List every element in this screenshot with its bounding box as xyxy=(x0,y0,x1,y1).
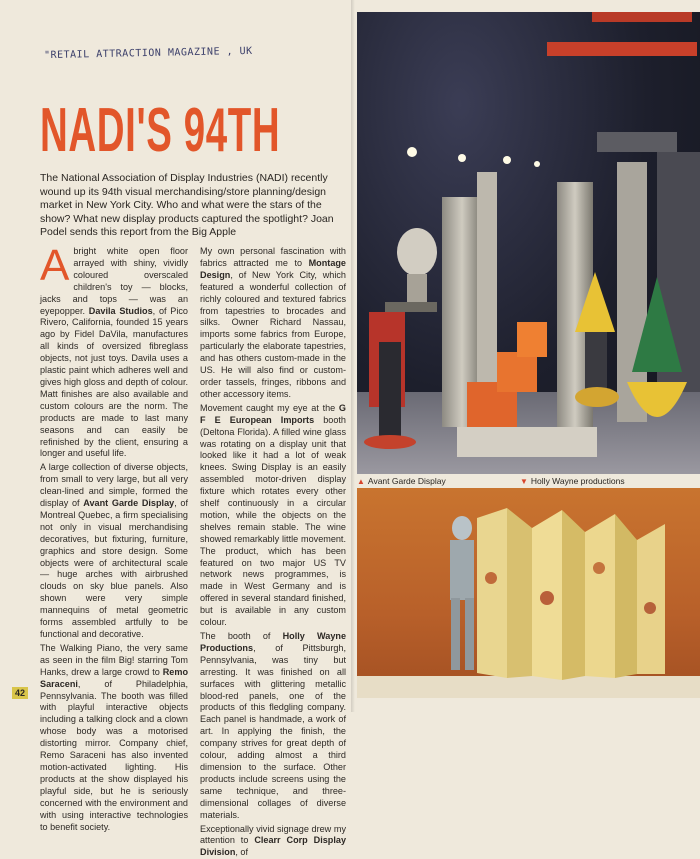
text-run: The booth of xyxy=(200,631,283,641)
photo-holly-wayne-productions xyxy=(357,488,700,698)
paragraph xyxy=(40,246,188,460)
paragraph xyxy=(40,643,188,834)
text-run: A large collection of diverse objects, from small to very large, but all very clean-lined and simple, formed the display of xyxy=(40,462,188,508)
caption-text: Holly Wayne productions xyxy=(531,476,625,486)
triangle-up-icon: ▲ xyxy=(357,477,365,486)
text-run: The Walking Piano, the very same as seen in the film Big! starring Tom Hanks, drew a large crowd to xyxy=(40,643,188,677)
text-run: booth (Deltona Florida). A filled wine glass was rotating on a display unit that looked like it had a lot of weak knees. Swing Display is an easily assembled motor-driven display fixture which rotates every other shelf continuously in a circular motion, while the objects on the shelves remain stable. The wine showed remarkably little movement. The product, which has been featured on two major US TV network news programmes, is made in West Germany and is offered in several standard finished, but is available in any custom colour. xyxy=(200,415,346,627)
text-run: , of New York City, which featured a wonderful collection of richly coloured and textured fabrics from tapestries to brocades and silks. Owner Richard Nassau, imports some fabrics from Europe, particularly the elaborate tapestries, and has others custom-made in the US. He will also find or custom-order tassels, fringes, ribbons and other accessory items. xyxy=(200,270,346,399)
text-run: , of Pico Rivero, California, founded 15 years ago by Fidel DaVila, manufactures all kinds of oversized fibreglass objects, not just toys. Davila uses a plastic paint which adheres well and gives high gloss and depth of colour. Matt finishes are also available and custom colours are the norm. The products are made to last many seasons and can easily be refinished by the client, ensuring a longer and useful life. xyxy=(40,306,188,459)
company-name: G F E European Imports xyxy=(200,403,346,425)
photo-illustration xyxy=(357,12,700,474)
company-name: Avant Garde Display xyxy=(83,498,174,508)
article-title: NADI'S 94TH xyxy=(40,100,280,162)
text-run: Exceptionally vivid signage drew my attention to xyxy=(200,824,346,846)
paragraph xyxy=(200,824,346,859)
triangle-down-icon: ▼ xyxy=(520,477,528,486)
handwritten-note: "RETAIL ATTRACTION MAGAZINE , UK xyxy=(44,46,253,61)
photo-avant-garde-display xyxy=(357,12,700,474)
paragraph xyxy=(40,462,188,641)
company-name: Holly Wayne Productions xyxy=(200,631,346,653)
text-column-1 xyxy=(40,246,188,833)
company-name: Montage Design xyxy=(200,258,346,280)
text-run: Movement caught my eye at the xyxy=(200,403,339,413)
photo-illustration xyxy=(357,488,700,698)
drop-cap: A xyxy=(40,248,69,284)
text-run: , of Pittsburgh, Pennsylvania, was tiny but arresting. It was finished on all surfaces with glittering metallic blood-red panels, one of the products of this fledgling company. Each panel is handmade, a work of art. In applying the finish, the company strives for great depth of colour, adding almost a third dimension to the surface. Other products include screens using the same technique, and three-dimensional collages of diverse materials. xyxy=(200,643,346,820)
article-intro: The National Association of Display Industries (NADI) recently wound up its 94th visual merchandising/store planning/design market in New York City. Who and what were the stars of the show? What new display products captured the spotlight? Joan Podel sends this report from the Big Apple xyxy=(40,172,344,240)
caption-holly-wayne xyxy=(520,476,625,486)
paragraph xyxy=(200,246,346,401)
caption-avant-garde xyxy=(357,476,446,486)
text-run: bright white open floor arrayed with shiny, vividly coloured overscaled children's toy — blocks, jacks and tops — was an eyepopper. xyxy=(40,246,188,316)
text-run: My own personal fascination with fabrics attracted me to xyxy=(200,246,346,268)
page-fold xyxy=(351,0,355,712)
paragraph xyxy=(200,631,346,822)
company-name: Remo Saraceni xyxy=(40,667,188,689)
text-run: , of Montreal Quebec, a firm specialising not only in visual merchandising decoratives, but fixturing, furniture, graphics and store design. Some objects were of architectural scale — huge arches with airbrushed clouds on sky blue panels. Also shown were very simple mannequins of metal geometric forms assembled artfully to be functional and decorative. xyxy=(40,498,188,639)
text-run: , of xyxy=(235,847,248,857)
paragraph xyxy=(200,403,346,629)
text-column-2 xyxy=(200,246,346,859)
company-name: Clearr Corp Display Division xyxy=(200,835,346,857)
company-name: Davila Studios xyxy=(89,306,153,316)
caption-text: Avant Garde Display xyxy=(368,476,446,486)
page-number: 42 xyxy=(12,687,28,699)
text-run: , of Philadelphia, Pennsylvania. The booth was filled with playful interactive objects including a talking clock and a clown whose body was a motorised distorting mirror. Company chief, Remo Saraceni has also invented motion-activated lighting. His products at the show displayed his playful side, but he is seriously concerned with the environment and with using interactive technologies to benefit society. xyxy=(40,679,188,832)
